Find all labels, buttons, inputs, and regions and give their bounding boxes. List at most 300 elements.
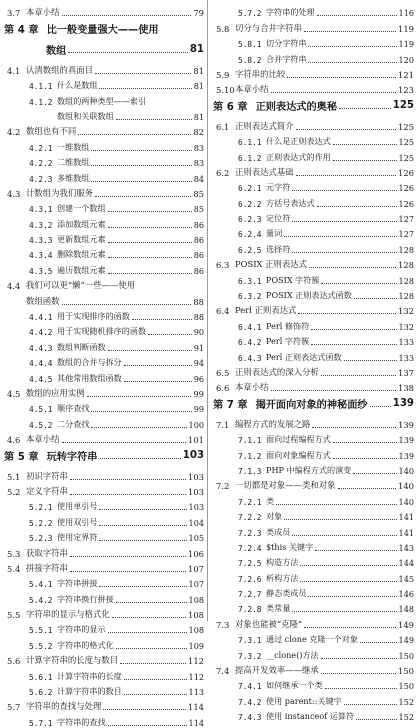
toc-entry-title: 添加数组元素	[57, 218, 106, 229]
toc-entry	[213, 363, 414, 378]
dot-leader	[95, 196, 191, 197]
toc-entry-number: 7.2.8	[238, 605, 262, 615]
toc-entry-title: POSIX 正则表达式	[235, 259, 308, 270]
toc-entry-page-number: 139	[398, 450, 414, 461]
toc-entry-number: 7.2.3	[238, 528, 262, 538]
toc-entry-title: 计算字符串的长度	[57, 670, 122, 681]
dot-leader	[70, 571, 186, 572]
toc-entry	[213, 347, 414, 362]
toc-entry	[213, 614, 414, 629]
toc-entry	[4, 466, 204, 481]
toc-entry-title: 遍历数组元素	[57, 264, 106, 275]
toc-entry-number: 第 4 章	[4, 25, 39, 37]
dot-leader	[276, 504, 396, 505]
dot-leader	[284, 236, 396, 237]
toc-entry-page-number: 128	[398, 244, 414, 255]
toc-entry-title: 计算字符串的数目	[57, 686, 122, 697]
dot-leader	[112, 617, 186, 618]
toc-entry-title: 用于实现随机排序的函数	[57, 326, 147, 337]
toc-entry-title: 什么是数组	[57, 80, 98, 91]
dot-leader	[344, 704, 397, 705]
toc-entry-title: __clone()方法	[266, 649, 319, 660]
toc-entry-title: 提高开发效率——继承	[235, 665, 319, 676]
toc-entry-number: 4.5.1	[29, 405, 53, 415]
dot-leader	[271, 92, 397, 93]
toc-entry	[4, 307, 204, 322]
toc-entry-title: 类	[266, 495, 275, 506]
toc-entry	[4, 199, 204, 214]
toc-entry-number: 7.2.1	[238, 497, 262, 507]
dot-leader	[292, 221, 396, 222]
toc-entry	[4, 430, 204, 445]
dot-leader	[353, 473, 396, 474]
toc-entry	[4, 291, 204, 306]
toc-entry-title: 创建一个数组	[57, 203, 106, 214]
toc-entry	[213, 553, 414, 568]
toc-entry	[4, 168, 204, 183]
toc-entry-page-number: 143	[398, 542, 414, 553]
toc-entry	[4, 153, 204, 168]
dot-leader	[338, 488, 397, 489]
toc-entry-number: 4.5.2	[29, 420, 53, 430]
toc-entry	[4, 620, 204, 635]
toc-entry-page-number: 81	[193, 81, 204, 92]
toc-entry-title: 我们可以更“懒”一些——使用	[26, 280, 136, 291]
dot-leader	[317, 206, 397, 207]
toc-entry-number: 6.2.4	[238, 230, 262, 240]
toc-entry-number: 4.6	[7, 435, 21, 446]
toc-entry-title: 字符串的显示	[57, 624, 106, 635]
toc-entry-number: 4.4	[7, 281, 21, 292]
toc-entry-number: 6.2.3	[238, 215, 262, 225]
toc-entry-page-number: 106	[188, 548, 204, 559]
toc-entry-number: 5.6	[7, 656, 21, 667]
dot-leader	[62, 304, 192, 305]
toc-entry-title: 数组	[46, 46, 67, 58]
toc-entry	[213, 507, 414, 522]
toc-entry	[213, 18, 414, 33]
toc-entry-page-number: 150	[398, 681, 414, 692]
dot-leader	[311, 329, 396, 330]
toc-entry-title: 正则表达式简介	[235, 120, 294, 131]
dot-leader	[99, 525, 186, 526]
toc-entry-number: 7.1.1	[238, 436, 262, 446]
toc-entry-page-number: 128	[398, 260, 414, 271]
dot-leader	[360, 642, 397, 643]
dot-leader	[287, 77, 396, 78]
toc-entry-number: 6.4.1	[238, 322, 262, 332]
toc-entry-title: 使用双引号	[57, 516, 98, 527]
toc-entry-title: 合并字符串	[266, 53, 307, 64]
toc-entry	[4, 76, 204, 91]
toc-entry-number: 7.2.5	[238, 559, 262, 569]
toc-entry-title: 使用 parent::关键字	[266, 695, 342, 706]
dot-leader	[99, 88, 191, 89]
toc-entry-title: 定位符	[266, 213, 291, 224]
toc-entry-number: 7.4	[216, 666, 230, 677]
toc-entry-title: 用于实现排序的函数	[57, 311, 130, 322]
toc-entry-title: 构造方法	[266, 557, 299, 568]
toc-entry-number: 5.8.2	[238, 55, 262, 65]
toc-entry-page-number: 133	[398, 337, 414, 348]
toc-entry-title: 数组和关联数组	[57, 110, 114, 121]
toc-entry-title: 字符串的查找与处理	[26, 701, 102, 712]
dot-leader	[300, 565, 396, 566]
toc-entry-title: Perl 正则表达式函数	[266, 351, 342, 362]
toc-entry-page-number: 103	[182, 450, 204, 462]
dot-leader	[333, 458, 397, 459]
toc-entry	[213, 461, 414, 476]
toc-entry-number: 6.6	[216, 383, 230, 394]
toc-entry-title: 面向过程编程方式	[266, 434, 331, 445]
toc-entry	[213, 476, 414, 491]
toc-entry-title: 字符串的显示与格式化	[26, 609, 110, 620]
toc-entry-number: 第 5 章	[4, 452, 39, 464]
toc-entry	[4, 512, 204, 527]
toc-entry-number: 6.3.2	[238, 292, 262, 302]
toc-entry-page-number: 81	[189, 44, 204, 56]
toc-entry-title: 数组函数	[26, 295, 60, 306]
toc-entry-title: 数组的合并与拆分	[57, 357, 122, 368]
toc-entry-title: 拼接字符串	[26, 562, 68, 573]
dot-leader	[317, 15, 397, 16]
toc-entry	[213, 163, 414, 178]
toc-entry	[4, 122, 204, 137]
toc-entry-number: 5.4	[7, 563, 21, 574]
toc-entry	[213, 414, 414, 429]
dot-leader	[370, 406, 391, 407]
toc-entry	[4, 230, 204, 245]
dot-leader	[120, 663, 186, 664]
toc-entry-page-number: 140	[398, 496, 414, 507]
dot-leader	[304, 627, 396, 628]
toc-entry-page-number: 150	[398, 650, 414, 661]
dot-leader	[103, 709, 186, 710]
toc-entry-title: 选择符	[266, 243, 291, 254]
toc-entry-title: 计算字符串的长度与数目	[26, 655, 119, 666]
toc-entry-page-number: 126	[398, 183, 414, 194]
toc-entry-number: 4.3.5	[29, 266, 53, 276]
toc-entry-page-number: 112	[188, 671, 204, 682]
toc-entry-page-number: 139	[392, 398, 414, 410]
dot-leader	[91, 165, 191, 166]
toc-entry-page-number: 86	[193, 219, 204, 230]
toc-entry-number: 4.2	[7, 127, 21, 138]
dot-leader	[333, 144, 397, 145]
toc-entry-page-number: 114	[188, 717, 204, 728]
dot-leader	[87, 396, 192, 397]
toc-entry	[4, 482, 204, 497]
toc-entry-number: 6.2.1	[238, 184, 262, 194]
toc-entry	[213, 301, 414, 316]
toc-entry-number: 4.1	[7, 65, 21, 76]
dot-leader	[325, 688, 397, 689]
toc-entry-page-number: 126	[398, 198, 414, 209]
toc-entry	[4, 322, 204, 337]
toc-entry-title: POSIX 正则表达式函数	[266, 290, 352, 301]
toc-entry-number: 7.2.7	[238, 590, 262, 600]
toc-entry	[213, 209, 414, 224]
toc-entry	[4, 574, 204, 589]
toc-entry	[213, 676, 414, 691]
toc-entry-number: 4.3.3	[29, 236, 53, 246]
toc-entry-number: 5.7.1	[29, 718, 53, 728]
toc-entry	[4, 184, 204, 199]
toc-entry	[213, 132, 414, 147]
toc-entry-number: 6.4.3	[238, 353, 262, 363]
toc-entry-number: 5.7	[7, 702, 21, 713]
toc-entry-page-number: 108	[188, 594, 204, 605]
toc-entry	[4, 337, 204, 352]
toc-entry-title: $this 关键字	[266, 541, 314, 552]
toc-entry-page-number: 99	[193, 404, 204, 415]
toc-entry	[213, 49, 414, 64]
dot-leader	[321, 673, 396, 674]
toc-entry-title: 编程方式的发展之路	[235, 418, 311, 429]
toc-entry-number: 5.6.2	[29, 688, 53, 698]
dot-leader	[95, 73, 191, 74]
toc-entry-page-number: 107	[188, 563, 204, 574]
toc-entry-number: 第 6 章	[213, 102, 248, 114]
dot-leader	[124, 694, 187, 695]
dot-leader	[308, 596, 396, 597]
dot-leader	[296, 129, 396, 130]
dot-leader	[108, 350, 192, 351]
toc-entry	[4, 245, 204, 260]
toc-entry-number: 5.7.2	[238, 9, 262, 19]
toc-entry-page-number: 116	[398, 8, 414, 19]
toc-entry	[4, 651, 204, 666]
dot-leader	[321, 375, 396, 376]
toc-entry-title: 本章小结	[26, 434, 60, 445]
toc-entry-title: 切分字符串	[266, 38, 307, 49]
toc-entry-number: 6.3	[216, 260, 230, 271]
toc-entry	[213, 491, 414, 506]
dot-leader	[99, 586, 186, 587]
toc-entry-number: 5.8.1	[238, 40, 262, 50]
toc-chapter-entry	[4, 39, 204, 60]
toc-entry-page-number: 85	[193, 204, 204, 215]
toc-entry-title: 类常量	[266, 603, 291, 614]
toc-entry-page-number: 127	[398, 229, 414, 240]
toc-entry-number: 5.1	[7, 471, 21, 482]
toc-entry	[4, 666, 204, 681]
toc-entry	[4, 107, 204, 122]
toc-entry-title: 二分查找	[57, 418, 90, 429]
toc-entry-title: 字符串拼接	[57, 578, 98, 589]
toc-entry-number: 4.1.2	[29, 97, 53, 107]
toc-entry-page-number: 81	[193, 65, 204, 76]
toc-entry-page-number: 145	[398, 573, 414, 584]
toc-entry-page-number: 108	[188, 610, 204, 621]
toc-entry	[213, 239, 414, 254]
toc-entry	[213, 332, 414, 347]
toc-entry-page-number: 127	[398, 214, 414, 225]
toc-entry-page-number: 149	[398, 635, 414, 646]
toc-entry-number: 6.1	[216, 121, 230, 132]
toc-entry-number: 7.1	[216, 419, 230, 430]
toc-entry-page-number: 133	[398, 352, 414, 363]
toc-chapter-entry	[213, 393, 414, 414]
toc-entry	[4, 414, 204, 429]
toc-entry-title: 更新数组元素	[57, 234, 106, 245]
toc-entry-page-number: 139	[398, 435, 414, 446]
toc-entry-number: 6.1.2	[238, 153, 262, 163]
toc-entry-title: Perl 字符簇	[266, 336, 310, 347]
toc-entry	[213, 3, 414, 18]
toc-entry-number: 5.2.2	[29, 518, 53, 528]
dot-leader	[116, 119, 192, 120]
toc-entry	[4, 60, 204, 75]
toc-entry-page-number: 83	[193, 158, 204, 169]
toc-entry-title: 揭开面向对象的神秘面纱	[255, 400, 368, 412]
toc-entry-page-number: 125	[398, 137, 414, 148]
toc-entry-title: 定义字符串	[26, 485, 68, 496]
toc-entry	[4, 260, 204, 275]
toc-entry-page-number: 141	[398, 512, 414, 523]
toc-entry-number: 5.6.1	[29, 672, 53, 682]
toc-entry	[213, 645, 414, 660]
dot-leader	[308, 62, 396, 63]
dot-leader	[62, 442, 187, 443]
toc-entry-title: 对象	[266, 511, 283, 522]
toc-entry-title: 切分与合并字符串	[235, 22, 302, 33]
toc-entry-title: 字符串的处理	[266, 7, 315, 18]
toc-entry-title: 正则表达式的作用	[266, 151, 331, 162]
toc-entry-title: Perl 正则表达式	[235, 305, 297, 316]
dot-leader	[311, 344, 396, 345]
dot-leader	[91, 411, 191, 412]
toc-entry	[213, 538, 414, 553]
toc-entry-title: 玩转字符串	[46, 452, 98, 464]
toc-entry-number: 7.1.2	[238, 451, 262, 461]
toc-entry-number: 5.2	[7, 486, 21, 497]
toc-entry-page-number: 109	[188, 640, 204, 651]
toc-entry-page-number: 86	[193, 265, 204, 276]
dot-leader	[292, 252, 396, 253]
toc-entry	[213, 147, 414, 162]
toc-entry	[4, 399, 204, 414]
toc-entry-title: 正则表达式基础	[235, 166, 294, 177]
toc-entry-title: 获取字符串	[26, 547, 68, 558]
dot-leader	[304, 31, 396, 32]
toc-entry-page-number: 149	[398, 619, 414, 630]
toc-entry-title: 什么是正则表达式	[266, 136, 331, 147]
toc-entry	[4, 276, 204, 291]
dot-leader	[271, 390, 397, 391]
toc-entry-page-number: 132	[398, 321, 414, 332]
dot-leader	[91, 181, 191, 182]
dot-leader	[108, 273, 192, 274]
toc-entry	[4, 528, 204, 543]
toc-entry-title: 类成员	[266, 526, 291, 537]
toc-entry-page-number: 88	[193, 312, 204, 323]
toc-entry-number: 第 7 章	[213, 400, 248, 412]
toc-entry	[4, 589, 204, 604]
toc-entry-page-number: 123	[398, 85, 414, 96]
toc-entry-title: 计数组为我们服务	[26, 187, 93, 198]
toc-entry-page-number: 152	[398, 712, 414, 723]
dot-leader	[78, 134, 191, 135]
toc-entry-page-number: 125	[392, 100, 414, 112]
toc-entry-page-number: 96	[193, 373, 204, 384]
toc-entry-number: 7.4.1	[238, 682, 262, 692]
toc-entry-title: 量词	[266, 228, 283, 239]
toc-entry-number: 6.4.2	[238, 338, 262, 348]
column-divider	[207, 0, 208, 621]
toc-entry	[4, 559, 204, 574]
dot-leader	[108, 242, 192, 243]
dot-leader	[116, 648, 187, 649]
toc-entry-page-number: 88	[193, 296, 204, 307]
toc-entry-number: 5.2.3	[29, 534, 53, 544]
dot-leader	[321, 283, 396, 284]
toc-entry-number: 5.5.1	[29, 626, 53, 636]
toc-entry-number: 6.2	[216, 167, 230, 178]
toc-entry-page-number: 101	[188, 435, 204, 446]
dot-leader	[91, 150, 191, 151]
toc-entry-number: 4.3	[7, 188, 21, 199]
toc-entry-page-number: 83	[193, 142, 204, 153]
dot-leader	[70, 556, 186, 557]
toc-entry-page-number: 125	[398, 152, 414, 163]
toc-entry-page-number: 103	[188, 486, 204, 497]
toc-entry-number: 4.3.1	[29, 205, 53, 215]
toc-entry-number: 5.5	[7, 610, 21, 621]
toc-entry-page-number: 81	[193, 111, 204, 122]
toc-entry	[213, 430, 414, 445]
toc-entry-page-number: 140	[398, 481, 414, 492]
toc-entry-title: 方括号表达式	[266, 197, 315, 208]
toc-entry	[4, 91, 204, 106]
toc-entry-number: 7.4.3	[238, 713, 262, 723]
dot-leader	[108, 725, 187, 726]
dot-leader	[148, 334, 192, 335]
toc-entry-number: 4.2.2	[29, 159, 53, 169]
toc-entry-title: 本章小结	[235, 84, 269, 95]
toc-entry-page-number: 103	[188, 502, 204, 513]
toc-entry-page-number: 108	[188, 625, 204, 636]
toc-entry	[4, 384, 204, 399]
toc-entry	[4, 497, 204, 512]
toc-entry-page-number: 120	[398, 54, 414, 65]
toc-chapter-entry	[4, 445, 204, 466]
toc-entry	[213, 116, 414, 131]
toc-entry-number: 5.8	[216, 23, 230, 34]
toc-entry	[4, 137, 204, 152]
toc-entry-number: 5.2.1	[29, 503, 53, 513]
toc-entry-number: 4.4.5	[29, 374, 53, 384]
toc-entry-number: 4.3.4	[29, 251, 53, 261]
toc-entry-number: 7.2.4	[238, 543, 262, 553]
toc-entry-title: 其他常用数组函数	[57, 372, 122, 383]
dot-leader	[116, 602, 187, 603]
toc-entry	[213, 630, 414, 645]
toc-entry-title: 面向对象编程方式	[266, 449, 331, 460]
toc-entry-number: 4.4.4	[29, 359, 53, 369]
toc-entry-title: 认清数组的真面目	[26, 64, 93, 75]
toc-entry-page-number: 105	[188, 533, 204, 544]
toc-entry-page-number: 121	[398, 69, 414, 80]
toc-entry	[213, 316, 414, 331]
toc-entry-title: 如何继承一个类	[266, 680, 323, 691]
toc-entry-number: 6.3.1	[238, 276, 262, 286]
toc-entry-title: 删除数组元素	[57, 249, 106, 260]
toc-entry	[4, 353, 204, 368]
toc-entry-page-number: 90	[193, 327, 204, 338]
toc-entry-page-number: 82	[193, 127, 204, 138]
toc-entry-title: PHP 中编程方式的演变	[266, 464, 352, 475]
